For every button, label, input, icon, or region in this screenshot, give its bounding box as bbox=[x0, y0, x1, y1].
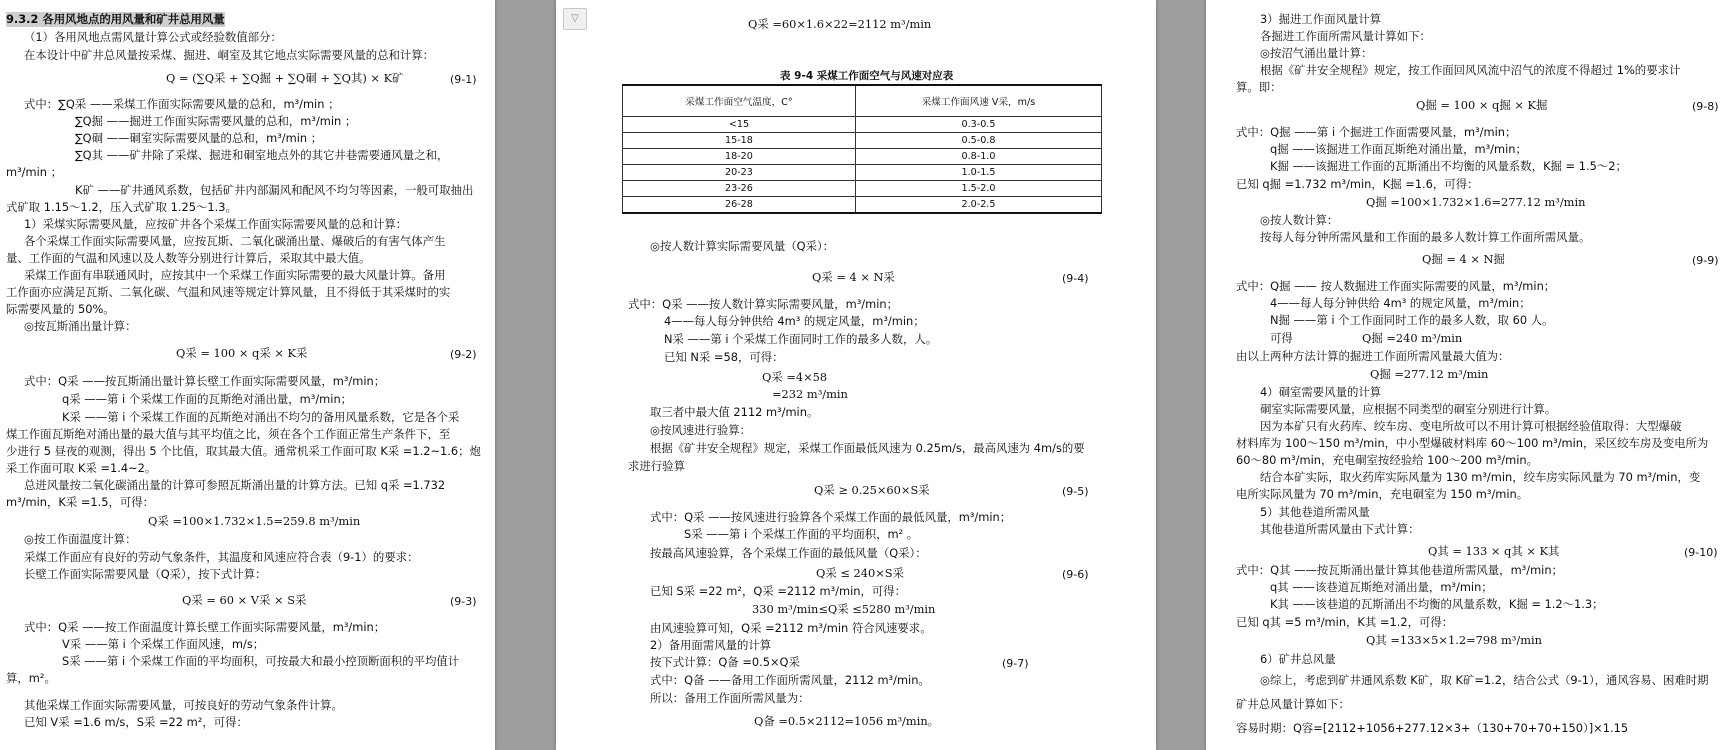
paragraph-line: 其他巷道所需风量由下式计算： bbox=[1260, 522, 1420, 536]
paragraph-line: ◎按风速进行验算： bbox=[650, 423, 752, 437]
paragraph-line: 材料库为 100～150 m³/min，中小型爆破材料库 60～100 m³/min，采区绞车房及变电所为 bbox=[1236, 436, 1709, 450]
paragraph-line: ◎按人数计算实际需要风量（Q采）： bbox=[650, 239, 835, 253]
paragraph-line: 式矿取 1.15～1.2，压入式矿取 1.25～1.3。 bbox=[6, 200, 237, 214]
paragraph-line: 煤工作面瓦斯绝对涌出量的最大值与其平均值之比，须在各个工作面正常生产条件下，至 bbox=[6, 427, 451, 441]
paragraph-line: ◎综上，考虑到矿井通风系数 K矿，取 K矿=1.2，结合公式（9-1），通风容易、困难时期 bbox=[1260, 673, 1709, 687]
paragraph-line: 所以：备用工作面所需风量为： bbox=[650, 691, 810, 705]
equation-number: (9-10) bbox=[1684, 546, 1718, 559]
paragraph-line: 电所实际风量为 70 m³/min，充电硐室为 150 m³/min。 bbox=[1236, 487, 1529, 501]
paragraph-line: 可得 bbox=[1270, 331, 1293, 345]
definition-line: N掘 ——第 i 个工作面同时工作的最多人数，取 60 人。 bbox=[1270, 313, 1554, 327]
subsection-heading: 4）硐室需要风量的计算 bbox=[1260, 385, 1382, 399]
table-cell: 15-18 bbox=[623, 133, 856, 149]
definition-line: q掘 ——该掘进工作面瓦斯绝对涌出量，m³/min； bbox=[1270, 142, 1527, 156]
table-cell: 26-28 bbox=[623, 197, 856, 214]
paragraph-line: 其他采煤工作面实际需要风量，可按良好的劳动气象条件计算。 bbox=[24, 698, 343, 712]
paragraph-line: 已知 S采 =22 m²，Q采 =2112 m³/min，可得： bbox=[650, 584, 907, 598]
definition-line: 式中：Q其 ——按瓦斯涌出量计算其他巷道所需风量，m³/min； bbox=[1236, 563, 1563, 577]
formula-9-3: Q采 = 60 × V采 × S采 bbox=[182, 593, 307, 607]
paragraph-line: 已知 q其 =5 m³/min，K其 =1.2，可得： bbox=[1236, 615, 1454, 629]
definition-line: 式中：Q采 ——按人数计算实际需要风量，m³/min； bbox=[628, 297, 898, 311]
paragraph-line: 硐室实际需要风量，应根据不同类型的硐室分别进行计算。 bbox=[1260, 402, 1557, 416]
formula-9-1: Q = (∑Q采 + ∑Q掘 + ∑Q硐 + ∑Q其) × K矿 bbox=[166, 71, 404, 85]
equation-number: (9-9) bbox=[1692, 254, 1719, 267]
formula-9-4: Q采 = 4 × N采 bbox=[812, 270, 895, 284]
definition-line: m³/min ； bbox=[6, 165, 62, 179]
paragraph-line: 采煤工作面应有良好的劳动气象条件，其温度和风速应符合表（9-1）的要求： bbox=[24, 550, 419, 564]
paragraph-line: （1）各用风地点需风量计算公式或经验数值部分： bbox=[24, 30, 282, 44]
result-line: Q采 =4×58 bbox=[762, 370, 828, 384]
definition-line: 式中：Q掘 ——第 i 个掘进工作面需要风量，m³/min； bbox=[1236, 125, 1517, 139]
equation-number: (9-1) bbox=[450, 73, 477, 86]
definition-line: 式中：Q采 ——按瓦斯涌出量计算长壁工作面实际需要风量，m³/min； bbox=[24, 374, 386, 388]
result-line: Q掘 =100×1.732×1.6=277.12 m³/min bbox=[1366, 195, 1586, 209]
paragraph-line: 按每人每分钟所需风量和工作面的最多人数计算工作面所需风量。 bbox=[1260, 230, 1591, 244]
paragraph-line: 按下式计算：Q备 =0.5×Q采 bbox=[650, 655, 800, 669]
table-row bbox=[623, 149, 1102, 165]
definition-line: 式中：Q掘 —— 按人数掘进工作面实际需要的风量，m³/min； bbox=[1236, 279, 1556, 293]
table-row bbox=[623, 117, 1102, 133]
paragraph-line: 已知 N采 =58，可得： bbox=[664, 350, 784, 364]
table-cell: 0.3-0.5 bbox=[855, 117, 1101, 133]
paragraph-line: 根据《矿井安全规程》规定，按工作面回风风流中沼气的浓度不得超过 1%的要求计 bbox=[1260, 63, 1681, 77]
table-cell: 20-23 bbox=[623, 165, 856, 181]
paragraph-line: 60～80 m³/min，充电硐室按经验给 100～200 m³/min。 bbox=[1236, 453, 1538, 467]
result-line: Q备 =0.5×2112=1056 m³/min。 bbox=[754, 714, 940, 728]
definition-line: K掘 ——该掘进工作面的瓦斯涌出不均衡的风量系数，K掘 = 1.5～2； bbox=[1270, 159, 1627, 173]
expand-triangle-icon[interactable]: ▽ bbox=[563, 8, 587, 30]
formula-9-9: Q掘 = 4 × N掘 bbox=[1422, 252, 1505, 266]
paragraph-line: 容易时期：Q容=[2112+1056+277.12×3+（130+70+70+150）]×1.15 bbox=[1236, 721, 1629, 735]
table-cell: <15 bbox=[623, 117, 856, 133]
paragraph-line: 因为本矿只有火药库、绞车房、变电所故可以不用计算可根据经验值取得：大型爆破 bbox=[1260, 419, 1682, 433]
paragraph-line: ◎按瓦斯涌出量计算： bbox=[24, 319, 137, 333]
paragraph-line: 1）采煤实际需要风量，应按矿井各个采煤工作面实际需要风量的总和计算： bbox=[24, 217, 408, 231]
result-line: Q采 =100×1.732×1.5=259.8 m³/min bbox=[148, 514, 361, 528]
result-line: Q采 =60×1.6×22=2112 m³/min bbox=[748, 17, 932, 31]
table-header: 采煤工作面风速 V采，m/s bbox=[855, 85, 1101, 117]
table-cell: 23-26 bbox=[623, 181, 856, 197]
equation-number: (9-2) bbox=[450, 348, 477, 361]
paragraph-line: m³/min，K采 =1.5，可得： bbox=[6, 495, 155, 509]
paragraph-line: 总进风量按二氧化碳涌出量的计算可参照瓦斯涌出量的计算方法。已知 q采 =1.732 bbox=[24, 478, 446, 492]
paragraph-line: 由风速验算可知，Q采 =2112 m³/min 符合风速要求。 bbox=[650, 621, 932, 635]
result-line: Q掘 =277.12 m³/min bbox=[1370, 367, 1489, 381]
definition-line: 式中：∑Q采 ——采煤工作面实际需要风量的总和，m³/min ； bbox=[24, 97, 340, 111]
paragraph-line: ◎按人数计算： bbox=[1260, 213, 1339, 227]
result-line: Q掘 =240 m³/min bbox=[1362, 331, 1463, 345]
paragraph-line: 求进行验算 bbox=[628, 459, 685, 473]
definition-line: q其 ——该巷道瓦斯绝对涌出量，m³/min； bbox=[1270, 580, 1493, 594]
definition-line: K其 ——该巷道的瓦斯涌出不均衡的风量系数，K掘 = 1.2～1.3； bbox=[1270, 597, 1604, 611]
result-line: =232 m³/min bbox=[772, 387, 848, 401]
paragraph-line: ◎按沼气涌出量计算： bbox=[1260, 46, 1373, 60]
result-line: 330 m³/min≤Q采 ≤5280 m³/min bbox=[752, 602, 936, 616]
temperature-speed-table bbox=[622, 84, 1102, 214]
paragraph-line: 矿井总风量计算如下： bbox=[1236, 697, 1350, 711]
paragraph-line: 在本设计中矿井总风量按采煤、掘进、峒室及其它地点实际需要风量的总和计算： bbox=[24, 48, 435, 62]
paragraph-line: 结合本矿实际，取火药库实际风量为 130 m³/min，绞车房实际风量为 70 m³/min，变 bbox=[1260, 470, 1701, 484]
paragraph-line: 算。即： bbox=[1236, 80, 1282, 94]
table-row bbox=[623, 165, 1102, 181]
definition-line: 4——每人每分钟供给 4m³ 的规定风量，m³/min； bbox=[664, 314, 925, 328]
equation-number: (9-8) bbox=[1692, 100, 1719, 113]
subsection-heading: 3）掘进工作面风量计算 bbox=[1260, 12, 1382, 26]
paragraph-line: ◎按工作面温度计算： bbox=[24, 532, 137, 546]
definition-line: K矿 ——矿井通风系数，包括矿井内部漏风和配风不均匀等因素，一般可取抽出 bbox=[75, 183, 474, 197]
paragraph-line: 际需要风量的 50%。 bbox=[6, 302, 115, 316]
paragraph-line: 长壁工作面实际需要风量（Q采），按下式计算： bbox=[24, 567, 267, 581]
formula-9-6: Q采 ≤ 240×S采 bbox=[816, 566, 904, 580]
definition-line: S采 ——第 i 个采煤工作面的平均面积，可按最大和最小控顶断面积的平均值计 bbox=[62, 654, 460, 668]
result-line: Q其 =133×5×1.2=798 m³/min bbox=[1366, 633, 1542, 647]
definition-line: ∑Q其 ——矿井除了采煤、掘进和硐室地点外的其它井巷需要通风量之和， bbox=[75, 148, 449, 162]
definition-line: N采 ——第 i 个采煤工作面同时工作的最多人数，人。 bbox=[664, 332, 938, 346]
table-cell: 2.0-2.5 bbox=[855, 197, 1101, 214]
table-row bbox=[623, 181, 1102, 197]
paragraph-line: 各掘进工作面所需风量计算如下： bbox=[1260, 29, 1431, 43]
paragraph-line: 各个采煤工作面实际需要风量，应按瓦斯、二氧化碳涌出量、爆破后的有害气体产生 bbox=[24, 234, 446, 248]
paragraph-line: 已知 q掘 =1.732 m³/min，K掘 =1.6，可得： bbox=[1236, 177, 1479, 191]
equation-number: (9-6) bbox=[1062, 568, 1089, 581]
document-page-3 bbox=[1206, 0, 1736, 750]
paragraph-line: 工作面亦应满足瓦斯、二氧化碳、气温和风速等规定计算风量，且不得低于其采煤时的实 bbox=[6, 285, 451, 299]
paragraph-line: 算，m²。 bbox=[6, 671, 56, 685]
paragraph-line: 根据《矿井安全规程》规定，采煤工作面最低风速为 0.25m/s，最高风速为 4m/s的要 bbox=[650, 441, 1085, 455]
formula-9-10: Q其 = 133 × q其 × K其 bbox=[1428, 544, 1560, 558]
subsection-heading: 6）矿井总风量 bbox=[1260, 652, 1336, 666]
definition-line: ∑Q掘 ——掘进工作面实际需要风量的总和，m³/min ； bbox=[75, 114, 357, 128]
section-heading: 9.3.2 各用风地点的用风量和矿井总用风量 bbox=[6, 12, 225, 26]
table-header: 采煤工作面空气温度，C° bbox=[623, 85, 856, 117]
definition-line: 式中：Q采 ——按工作面温度计算长壁工作面实际需要风量，m³/min； bbox=[24, 620, 386, 634]
paragraph-line: 按最高风速验算，各个采煤工作面的最低风量（Q采）： bbox=[650, 546, 927, 560]
definition-line: S采 ——第 i 个采煤工作面的平均面积，m² 。 bbox=[684, 527, 919, 541]
definition-line: 4——每人每分钟供给 4m³ 的规定风量，m³/min； bbox=[1270, 296, 1531, 310]
table-cell: 0.8-1.0 bbox=[855, 149, 1101, 165]
paragraph-line: 由以上两种方法计算的掘进工作面所需风量最大值为： bbox=[1236, 349, 1510, 363]
table-cell: 0.5-0.8 bbox=[855, 133, 1101, 149]
paragraph-line: 量、工作面的气温和风速以及人数等分别进行计算后，采取其中最大值。 bbox=[6, 251, 371, 265]
definition-line: q采 ——第 i 个采煤工作面的瓦斯绝对涌出量，m³/min； bbox=[62, 392, 353, 406]
paragraph-line: 采工作面可取 K采 =1.4~2。 bbox=[6, 461, 157, 475]
table-caption: 表 9-4 采煤工作面空气与风速对应表 bbox=[780, 70, 954, 82]
paragraph-line: 采煤工作面有串联通风时，应按其中一个采煤工作面实际需要的最大风量计算。备用 bbox=[24, 268, 446, 282]
document-page-1 bbox=[0, 0, 495, 750]
page-gutter-left bbox=[495, 0, 556, 750]
paragraph-line: 少进行 5 昼夜的观测，得出 5 个比值，取其最大值。通常机采工作面可取 K采 =1.2~1.6；炮 bbox=[6, 444, 481, 458]
table-cell: 1.5-2.0 bbox=[855, 181, 1101, 197]
paragraph-line: 已知 V采 =1.6 m/s，S采 =22 m²，可得： bbox=[24, 715, 248, 729]
definition-line: 式中：Q备 ——备用工作面所需风量，2112 m³/min。 bbox=[650, 673, 930, 687]
paragraph-line: 2）备用面需风量的计算 bbox=[650, 638, 772, 652]
table-row bbox=[623, 133, 1102, 149]
equation-number: (9-3) bbox=[450, 595, 477, 608]
table-cell: 18-20 bbox=[623, 149, 856, 165]
formula-9-8: Q掘 = 100 × q掘 × K掘 bbox=[1416, 98, 1548, 112]
equation-number: (9-4) bbox=[1062, 272, 1089, 285]
definition-line: V采 ——第 i 个采煤工作面风速，m/s； bbox=[62, 637, 265, 651]
paragraph-line: 取三者中最大值 2112 m³/min。 bbox=[650, 405, 819, 419]
definition-line: 式中：Q采 ——按风速进行验算各个采煤工作面的最低风量，m³/min； bbox=[650, 510, 1012, 524]
table-row bbox=[623, 197, 1102, 214]
definition-line: ∑Q硐 ——硐室实际需要风量的总和，m³/min ； bbox=[75, 131, 323, 145]
formula-9-5: Q采 ≥ 0.25×60×S采 bbox=[814, 483, 930, 497]
equation-number: (9-7) bbox=[1002, 657, 1029, 670]
subsection-heading: 5）其他巷道所需风量 bbox=[1260, 505, 1370, 519]
definition-line: K采 ——第 i 个采煤工作面的瓦斯绝对涌出不均匀的备用风量系数，它是各个采 bbox=[62, 410, 460, 424]
equation-number: (9-5) bbox=[1062, 485, 1089, 498]
table-cell: 1.0-1.5 bbox=[855, 165, 1101, 181]
page-gutter-right bbox=[1156, 0, 1206, 750]
formula-9-2: Q采 = 100 × q采 × K采 bbox=[176, 346, 308, 360]
